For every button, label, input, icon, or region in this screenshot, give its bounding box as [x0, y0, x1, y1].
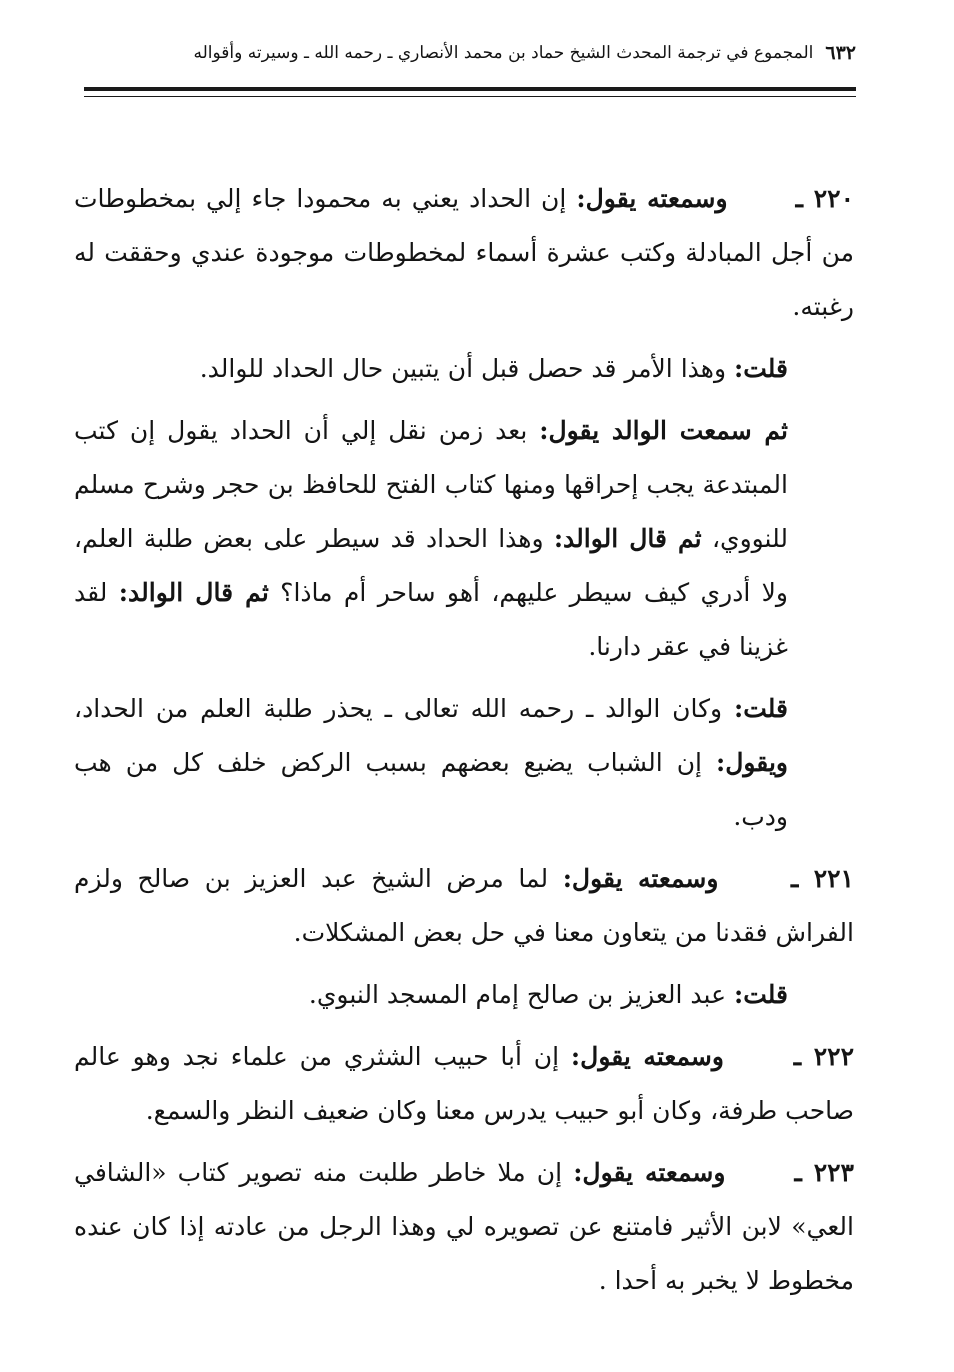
note-paragraph — [74, 968, 854, 1022]
entry-number: ٢٢٣ ـ — [794, 1158, 854, 1187]
header-rule — [84, 87, 856, 91]
entry-lead: وسمعته يقول: — [570, 1042, 724, 1071]
page-number: ٦٣٢ — [825, 42, 856, 64]
entry-number: ٢٢١ ـ — [791, 864, 854, 893]
quote-lead: ثم سمعت الوالد يقول: — [539, 416, 789, 445]
note-lead-2: ويقول: — [716, 748, 788, 777]
entry-222 — [74, 1030, 854, 1138]
entry-text: إن أبا حبيب الشثري من علماء نجد وهو عالم صاحب طرفة، وكان أبو حبيب يدرس معنا وكان ضعيف النظر والسمع. — [74, 1042, 854, 1125]
entry-220 — [74, 172, 854, 334]
quote-text: بعد زمن نقل إلي أن الحداد يقول إن كتب المبتدعة يجب إحراقها ومنها كتاب الفتح للحافظ بن حجر وشرح مسلم للنووي، — [74, 416, 788, 553]
page-header — [176, 36, 856, 70]
entry-lead: وسمعته يقول: — [562, 864, 719, 893]
entry-221 — [74, 852, 854, 960]
father-quote-paragraph — [74, 404, 854, 674]
entry-text: لما مرض الشيخ عبد العزيز بن صالح ولزم الفراش فقدنا من يتعاون معنا في حل بعض المشكلات. — [74, 864, 854, 947]
note-text-2: إن الشباب يضيع بعضهم بسبب الركض خلف كل من هب ودب. — [74, 748, 788, 831]
header-rule-thin — [84, 96, 856, 97]
note-text: وكان الوالد ـ رحمه الله تعالى ـ يحذر طلبة العلم من الحداد، — [74, 694, 723, 723]
quote-lead-2: ثم قال الوالد: — [553, 524, 702, 553]
quote-text-2: وهذا الحداد قد سيطر على بعض طلبة العلم، ولا أدري كيف سيطر عليهم، أهو ساحر أم ماذا؟ — [74, 524, 788, 607]
note-lead: قلت: — [733, 694, 788, 723]
page-body — [74, 172, 854, 1316]
entry-number: ٢٢٠ ـ — [795, 184, 855, 213]
note-text: وهذا الأمر قد حصل قبل أن يتبين حال الحداد للوالد. — [199, 354, 727, 383]
entry-number: ٢٢٢ ـ — [793, 1042, 855, 1071]
note-paragraph — [74, 682, 854, 844]
entry-lead: وسمعته يقول: — [573, 1158, 726, 1187]
entry-text: إن الحداد يعني به محمودا جاء إلي بمخطوطات من أجل المبادلة وكتب عشرة أسماء لمخطوطات موجودة عندي وحققت له رغبته. — [74, 184, 854, 321]
note-lead: قلت: — [733, 354, 788, 383]
running-title: المجموع في ترجمة المحدث الشيخ حماد بن محمد الأنصاري ـ رحمه الله ـ وسيرته وأقواله — [193, 43, 814, 63]
note-text: عبد العزيز بن صالح إمام المسجد النبوي. — [308, 980, 727, 1009]
note-paragraph — [74, 342, 854, 396]
entry-lead: وسمعته يقول: — [576, 184, 728, 213]
entry-223 — [74, 1146, 854, 1308]
entry-text: إن ملا خاطر طلبت منه تصوير كتاب «الشافي العي» لابن الأثير فامتنع عن تصويره لي وهذا الرجل من عادته إذا كان عنده مخطوط لا يخبر به أحدا . — [74, 1158, 854, 1295]
quote-text-3: لقد غزينا في عقر دارنا. — [74, 578, 788, 661]
quote-lead-3: ثم قال الوالد: — [118, 578, 269, 607]
note-lead: قلت: — [733, 980, 788, 1009]
